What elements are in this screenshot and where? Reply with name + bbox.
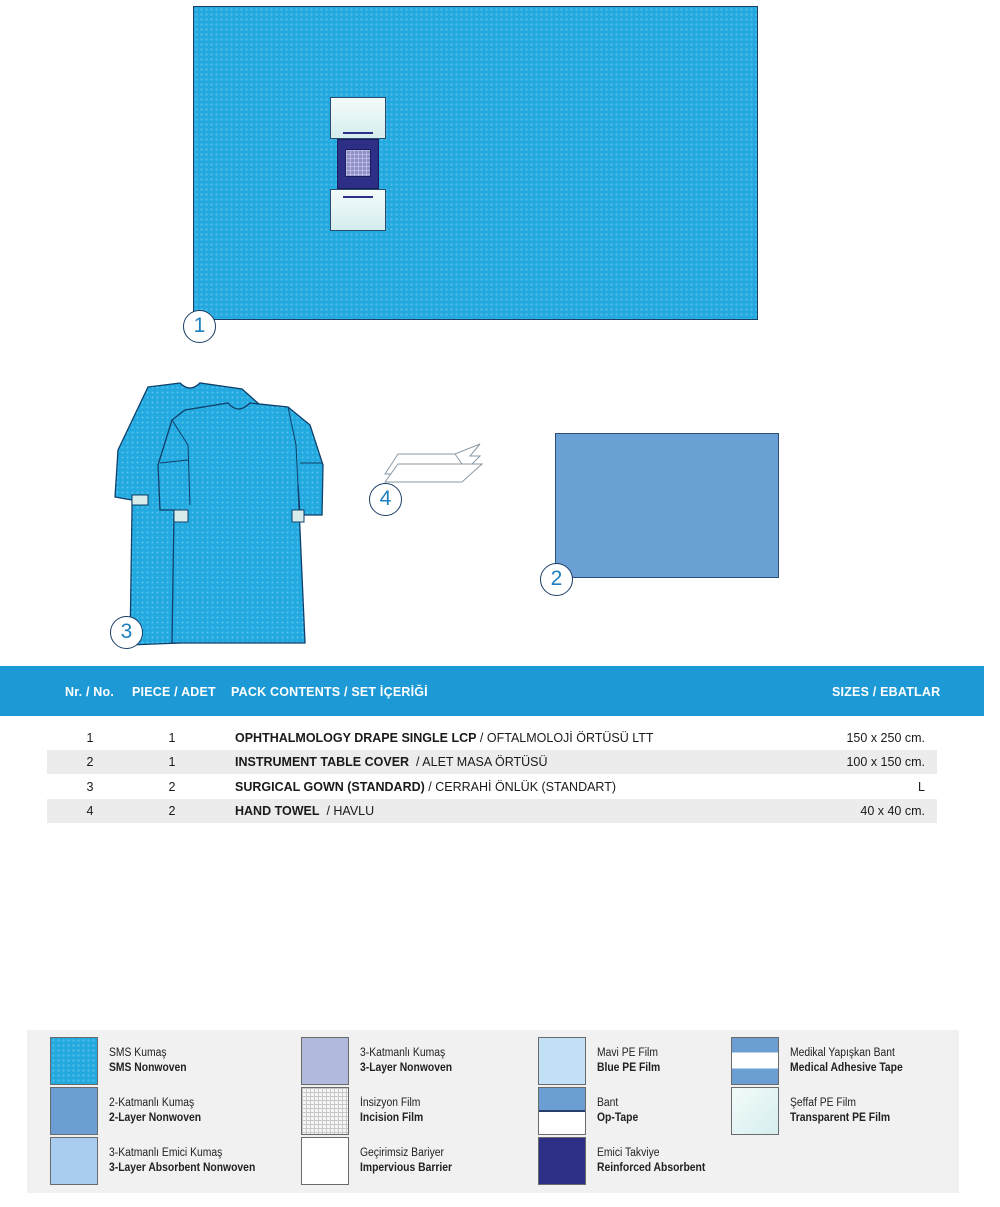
legend-en: Op-Tape	[597, 1112, 639, 1124]
header-nr: Nr. / No.	[65, 685, 115, 699]
row-piece: 1	[168, 755, 176, 769]
ophthalmology-drape-illustration	[193, 6, 758, 320]
marker-2: 2	[540, 563, 573, 596]
material-legend	[27, 1030, 959, 1193]
transparent-pe-film-swatch-icon	[731, 1087, 779, 1135]
row-contents	[235, 780, 616, 794]
hand-towel-illustration	[380, 442, 485, 492]
marker-3: 3	[110, 616, 143, 649]
table-row	[47, 799, 937, 823]
legend-tr: Geçirimsiz Bariyer	[360, 1147, 444, 1159]
row-piece: 2	[168, 780, 176, 794]
table-row	[47, 750, 937, 774]
row-name-tr: / OFTALMOLOJİ ÖRTÜSÜ LTT	[476, 731, 654, 745]
legend-item-2-layer	[50, 1087, 211, 1135]
three-layer-absorbent-swatch-icon	[50, 1137, 98, 1185]
legend-item-3-layer-absorbent	[50, 1137, 272, 1185]
row-name-tr: / HAVLU	[319, 804, 375, 818]
blue-pe-film-swatch-icon	[538, 1037, 586, 1085]
instrument-table-cover-illustration	[555, 433, 779, 578]
reinforced-absorbent-swatch-icon	[538, 1137, 586, 1185]
legend-item-medical-adhesive-tape	[731, 1037, 915, 1085]
row-size: L	[918, 780, 925, 794]
legend-en: 3-Layer Nonwoven	[360, 1062, 453, 1074]
three-layer-swatch-icon	[301, 1037, 349, 1085]
table-row	[47, 775, 937, 799]
row-name-en: HAND TOWEL	[235, 804, 320, 818]
legend-item-blue-pe-film	[538, 1037, 667, 1085]
legend-en: 2-Layer Nonwoven	[109, 1112, 202, 1124]
incision-film-mesh	[345, 149, 371, 177]
row-size: 40 x 40 cm.	[860, 804, 925, 818]
row-nr: 4	[86, 804, 94, 818]
row-size: 100 x 150 cm.	[846, 755, 925, 769]
sms-swatch-icon	[50, 1037, 98, 1085]
legend-tr: 2-Katmanlı Kumaş	[109, 1097, 195, 1109]
legend-en: Impervious Barrier	[360, 1162, 453, 1174]
legend-en: Transparent PE Film	[790, 1112, 891, 1124]
lower-fluid-pouch	[330, 189, 386, 231]
row-name-tr: / CERRAHİ ÖNLÜK (STANDART)	[424, 780, 617, 794]
legend-item-transparent-pe-film	[731, 1087, 901, 1135]
legend-en: Medical Adhesive Tape	[790, 1062, 903, 1074]
legend-item-impervious-barrier	[301, 1137, 462, 1185]
legend-en: Reinforced Absorbent	[597, 1162, 706, 1174]
impervious-barrier-swatch-icon	[301, 1137, 349, 1185]
row-nr: 3	[86, 780, 94, 794]
legend-item-incision-film	[301, 1087, 430, 1135]
legend-tr: 3-Katmanlı Emici Kumaş	[109, 1147, 223, 1159]
op-tape-swatch-icon	[538, 1087, 586, 1135]
row-size: 150 x 250 cm.	[846, 731, 925, 745]
medical-adhesive-tape-swatch-icon	[731, 1037, 779, 1085]
legend-en: Blue PE Film	[597, 1062, 661, 1074]
row-name-en: OPHTHALMOLOGY DRAPE SINGLE LCP	[235, 731, 477, 745]
legend-en: SMS Nonwoven	[109, 1062, 187, 1074]
surgical-gown-illustration	[110, 375, 330, 650]
legend-tr: Medikal Yapışkan Bant	[790, 1047, 895, 1059]
upper-fluid-pouch	[330, 97, 386, 139]
row-name-tr: / ALET MASA ÖRTÜSÜ	[409, 755, 548, 769]
row-nr: 1	[86, 731, 94, 745]
row-contents	[235, 804, 374, 818]
row-name-en: SURGICAL GOWN (STANDARD)	[235, 780, 425, 794]
legend-tr: 3-Katmanlı Kumaş	[360, 1047, 446, 1059]
incision-window	[337, 139, 379, 189]
row-nr: 2	[86, 755, 94, 769]
table-row	[47, 726, 937, 750]
legend-item-sms	[50, 1037, 195, 1085]
legend-item-reinforced-absorbent	[538, 1137, 717, 1185]
legend-en: Incision Film	[360, 1112, 424, 1124]
legend-item-3-layer	[301, 1037, 462, 1085]
legend-tr: Emici Takviye	[597, 1147, 660, 1159]
legend-tr: SMS Kumaş	[109, 1047, 167, 1059]
legend-tr: Bant	[597, 1097, 619, 1109]
row-piece: 1	[168, 731, 176, 745]
two-layer-swatch-icon	[50, 1087, 98, 1135]
header-sizes: SIZES / EBATLAR	[832, 685, 941, 699]
marker-1: 1	[183, 310, 216, 343]
header-contents: PACK CONTENTS / SET İÇERİĞİ	[231, 685, 428, 699]
header-piece: PIECE / ADET	[132, 685, 216, 699]
row-contents	[235, 755, 548, 769]
legend-tr: Şeffaf PE Film	[790, 1097, 856, 1109]
legend-tr: İnsizyon Film	[360, 1097, 421, 1109]
row-piece: 2	[168, 804, 176, 818]
incision-film-swatch-icon	[301, 1087, 349, 1135]
legend-en: 3-Layer Absorbent Nonwoven	[109, 1162, 256, 1174]
row-contents	[235, 731, 654, 745]
legend-item-op-tape	[538, 1087, 643, 1135]
legend-tr: Mavi PE Film	[597, 1047, 658, 1059]
marker-4: 4	[369, 483, 402, 516]
row-name-en: INSTRUMENT TABLE COVER	[235, 755, 410, 769]
